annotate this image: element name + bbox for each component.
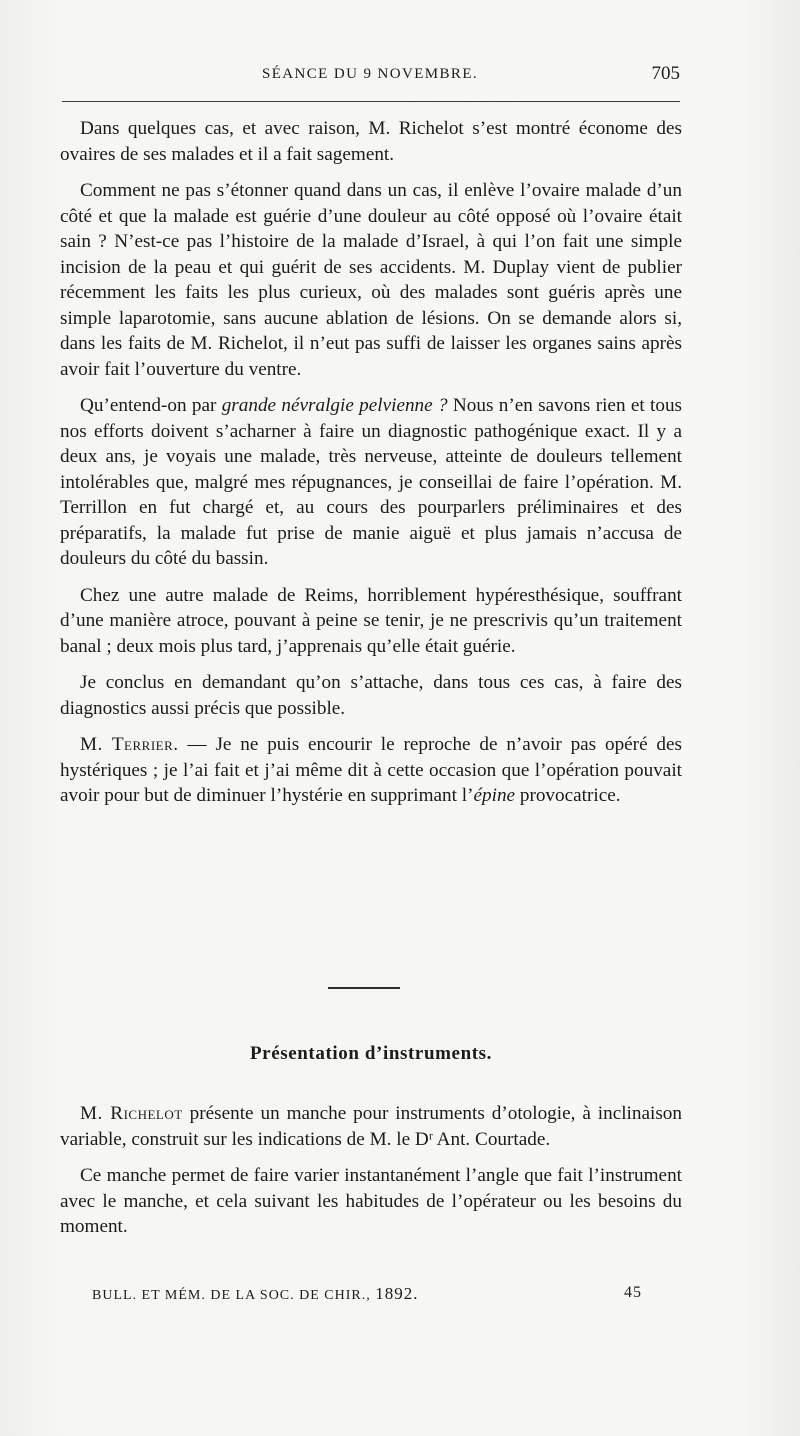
paragraph-1-text: Dans quelques cas, et avec raison, M. Richelot s’est montré économe des ovaires de ses malades et il a fait sagement. (60, 118, 682, 165)
journal-name: BULL. ET MÉM. DE LA SOC. DE CHIR., (92, 1288, 371, 1303)
page-footer (92, 1284, 642, 1308)
paragraph-2 (60, 178, 682, 382)
section-paragraph-1 (60, 1101, 682, 1152)
paragraph-terrier-text-end: provocatrice. (515, 785, 621, 806)
paragraph-4-text: Chez une autre malade de Reims, horriblement hypéresthésique, souffrant d’une manière atroce, pouvant à peine se tenir, je ne prescrivis qu’un traitement banal ; deux mois plus tard, j’apprenais qu’elle était guérie. (60, 584, 682, 657)
section-separator (328, 987, 400, 989)
section-paragraph-2 (60, 1163, 682, 1240)
paragraph-3-text-start: Qu’entend-on par (80, 395, 222, 416)
page-number: 705 (651, 63, 680, 84)
paragraph-3-emphasis: grande névralgie pelvienne ? (221, 395, 448, 416)
paragraph-4 (60, 583, 682, 660)
paragraph-3-text-end: Nous n’en savons rien et tous nos efforts doivent s’acharner à faire un diagnostic pathogénique exact. Il y a deux ans, je voyais une malade, très nerveuse, atteinte de douleurs tellement intolérables que, malgré mes répugnances, je conseillai de faire l’opération. M. Terrillon en fut chargé et, au cours des pourparlers préliminaires et des préparatifs, la malade fut prise de manie aiguë et plus jamais n’accusa de douleurs du côté du bassin. (60, 395, 683, 569)
speaker-terrier: M. Terrier. (80, 734, 179, 755)
section-paragraph-1-text: présente un manche pour instruments d’otologie, à inclinaison variable, construit sur les indications de M. le Dʳ Ant. Courtade. (60, 1103, 682, 1150)
paragraph-2-text: Comment ne pas s’étonner quand dans un cas, il enlève l’ovaire malade d’un côté et que la malade est guérie d’une douleur au côté opposé où l’ovaire était sain ? N’est-ce pas l’histoire de la malade d’Israel, à qui l’on fait une simple incision de la peau et qui guérit de ses accidents. M. Duplay vient de publier récemment les faits les plus curieux, où des malades sont guéris après une simple laparotomie, sans aucune ablation de lésions. On se demande alors si, dans les faits de M. Richelot, il n’eut pas suffi de laisser les organes sains après avoir fait l’ouverture du ventre. (60, 180, 682, 380)
journal-year: 1892. (375, 1284, 419, 1303)
running-title: SÉANCE DU 9 NOVEMBRE. (261, 66, 479, 82)
paragraph-5 (60, 670, 682, 721)
journal-reference (92, 1284, 419, 1304)
section-paragraph-2-text: Ce manche permet de faire varier instantanément l’angle que fait l’instrument avec le manche, et cela suivant les habitudes de l’opérateur ou les besoins du moment. (60, 1165, 682, 1237)
speaker-richelot: M. Richelot (80, 1103, 183, 1124)
body-text (60, 116, 682, 820)
paragraph-3 (60, 393, 682, 572)
page-header (60, 63, 680, 96)
header-rule (62, 101, 680, 102)
paragraph-5-text: Je conclus en demandant qu’on s’attache, dans tous ces cas, à faire des diagnostics aussi précis que possible. (60, 672, 682, 719)
section-heading: Présentation d’instruments. (249, 1043, 493, 1064)
paragraph-1 (60, 116, 682, 167)
paragraph-terrier-text-start: — Je ne puis encourir le reproche de n’avoir pas opéré des hystériques ; je l’ai fait et j’ai même dit à cette occasion que l’opération pouvait avoir pour but de diminuer l’hystérie en supprimant l’ (60, 734, 682, 806)
signature-number: 45 (624, 1284, 642, 1301)
paragraph-terrier-emphasis: épine (473, 785, 516, 806)
paragraph-terrier (60, 732, 682, 809)
section-body (60, 1101, 682, 1251)
